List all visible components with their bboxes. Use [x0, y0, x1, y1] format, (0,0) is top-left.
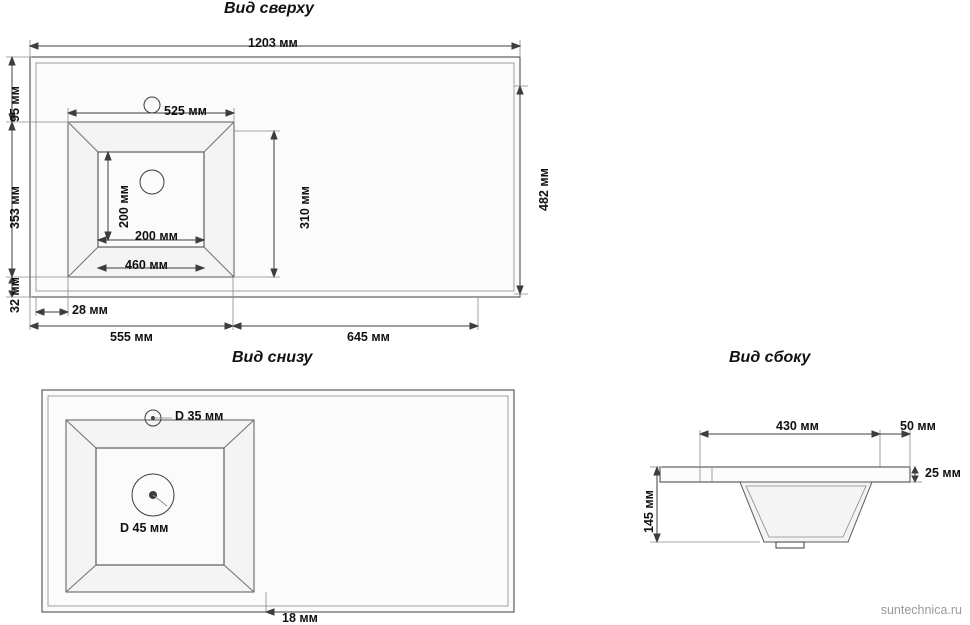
dim-bowl-inner-width: 460 мм [125, 258, 168, 272]
dim-bowl-inner-depth2: 200 мм [135, 229, 178, 243]
dim-bowl-outer-depth: 310 мм [298, 186, 312, 229]
side-view-drain [776, 542, 804, 548]
title-side-view: Вид сбоку [729, 349, 811, 366]
side-view-bowl [740, 482, 872, 542]
dim-bowl-inner-depth: 200 мм [117, 185, 131, 228]
title-top-view: Вид сверху [224, 0, 314, 17]
dim-side-bowl-width: 430 мм [776, 419, 819, 433]
dim-hole-drain: D 45 мм [120, 521, 169, 535]
dim-side-rim-thickness: 25 мм [925, 466, 961, 480]
title-bottom-view: Вид снизу [232, 349, 313, 366]
dim-left-offset: 28 мм [72, 303, 108, 317]
dim-top-offset: 95 мм [8, 86, 22, 122]
dim-left-section: 555 мм [110, 330, 153, 344]
dim-mid-offset: 353 мм [8, 186, 22, 229]
dim-side-height: 145 мм [642, 490, 656, 533]
dim-bottom-offset: 32 мм [8, 277, 22, 313]
dim-edge-offset: 18 мм [282, 611, 318, 625]
dim-side-rim-width: 50 мм [900, 419, 936, 433]
dim-overall-depth: 482 мм [537, 168, 551, 211]
dim-hole-top: D 35 мм [175, 409, 224, 423]
bottom-view-bowl-inner [96, 448, 224, 565]
dim-bowl-outer-width: 525 мм [164, 104, 207, 118]
side-view-rim [660, 467, 910, 482]
dim-overall-width: 1203 мм [248, 36, 298, 50]
dim-right-section: 645 мм [347, 330, 390, 344]
watermark: suntechnica.ru [880, 603, 962, 617]
